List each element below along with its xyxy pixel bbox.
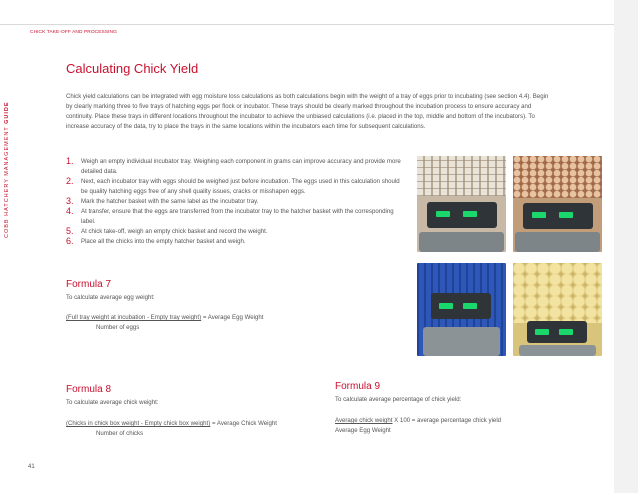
page-title: Calculating Chick Yield <box>66 60 199 76</box>
list-item <box>66 197 401 207</box>
list-item <box>66 157 401 177</box>
scale-base <box>419 232 504 252</box>
formula7-denominator: Number of eggs <box>96 324 140 331</box>
step-number: 1. <box>66 156 74 166</box>
scale <box>527 321 587 343</box>
scale-display <box>463 303 477 309</box>
list-item <box>66 227 401 237</box>
page-number: 41 <box>28 464 35 470</box>
formula8-denominator: Number of chicks <box>96 430 144 437</box>
scale-base <box>519 345 596 356</box>
formula8-result: = Average Chick Weight <box>210 420 277 427</box>
scale-display <box>463 211 477 217</box>
scale <box>427 202 497 228</box>
step-text: At transfer, ensure that the eggs are transferred from the incubator tray to the hatcher basket with the corresponding label. <box>81 208 394 225</box>
step-text: At chick take-off, weigh an empty chick basket and record the weight. <box>81 228 268 235</box>
step-number: 4. <box>66 206 74 216</box>
scale-display <box>559 329 573 335</box>
step-text: Weigh an empty individual incubator tray. Weighing each component in grams can improve accuracy and provide more detailed data. <box>81 158 401 175</box>
formula8-equation <box>66 420 277 427</box>
scale-base <box>423 327 500 356</box>
list-item <box>66 207 401 227</box>
formula9-description: To calculate average percentage of chick yield: <box>335 396 462 403</box>
step-number: 2. <box>66 176 74 186</box>
scale <box>431 293 491 319</box>
photo-empty-chick-basket <box>417 263 506 356</box>
formula7-result: = Average Egg Weight <box>201 314 264 321</box>
step-number: 3. <box>66 196 74 206</box>
scale-display <box>436 211 450 217</box>
header-bar <box>0 0 638 25</box>
scale <box>523 203 593 229</box>
scale-display <box>559 212 573 218</box>
scale-base <box>515 232 600 252</box>
scale-display <box>439 303 453 309</box>
list-item <box>66 177 401 197</box>
formula8-title: Formula 8 <box>66 384 112 395</box>
side-title-main: COBB HATCHERY MANAGEMENT <box>4 123 10 238</box>
formula9-title: Formula 9 <box>335 381 381 392</box>
scale-display <box>532 212 546 218</box>
section-header: CHICK TAKE-OFF AND PROCESSING <box>30 30 117 35</box>
steps-list <box>66 157 401 247</box>
formula8-description: To calculate average chick weight: <box>66 399 159 406</box>
photo-empty-tray <box>417 156 506 252</box>
formula9-result: X 100 = average percentage chick yield <box>392 417 502 424</box>
right-margin-strip <box>614 0 638 493</box>
side-title-bold: GUIDE <box>4 101 10 124</box>
tray-grid-rows <box>417 156 506 196</box>
step-number: 6. <box>66 236 74 246</box>
formula9-denominator: Average Egg Weight <box>335 427 391 434</box>
photo-tray-with-eggs <box>513 156 602 252</box>
formula7-numerator: (Full tray weight at incubation - Empty tray weight) <box>66 314 202 321</box>
formula7-equation <box>66 314 263 321</box>
step-text: Next, each incubator tray with eggs should be weighed just before incubation. The eggs used in this calculation should be quality hatching eggs free of any shell quality issues, cracks or misshapen eggs. <box>81 178 400 195</box>
step-text: Mark the hatcher basket with the same label as the incubator tray. <box>81 198 259 205</box>
list-item <box>66 237 401 247</box>
step-number: 5. <box>66 226 74 236</box>
chicks-mass <box>513 263 602 323</box>
formula9-equation <box>335 417 501 424</box>
formula9-numerator: Average chick weight <box>335 417 393 424</box>
side-title <box>4 88 12 238</box>
formula7-title: Formula 7 <box>66 279 112 290</box>
step-text: Place all the chicks into the empty hatcher basket and weigh. <box>81 238 246 245</box>
intro-paragraph: Chick yield calculations can be integrated with egg moisture loss calculations as both calculations begin with the weight of a tray of eggs prior to incubating (see section 4.4). Begin by clearly marking three to five trays of hatching eggs per flock or incubator. These trays should be clearly marked throughout the incubation process to ensure accuracy and continuity. Place these trays in different locations throughout the incubator to achieve the unbiased calculations (i.e. placed in the top, middle and bottom of the incubators). To increase accuracy of the data, try to place the trays in the same locations within the incubators each time for subsequent calculations. <box>66 93 549 131</box>
scale-display <box>535 329 549 335</box>
photo-chicks-in-basket <box>513 263 602 356</box>
formula8-numerator: (Chicks in chick box weight - Empty chick box weight) <box>66 420 211 427</box>
formula7-description: To calculate average egg weight: <box>66 294 155 301</box>
egg-rows <box>513 156 602 198</box>
